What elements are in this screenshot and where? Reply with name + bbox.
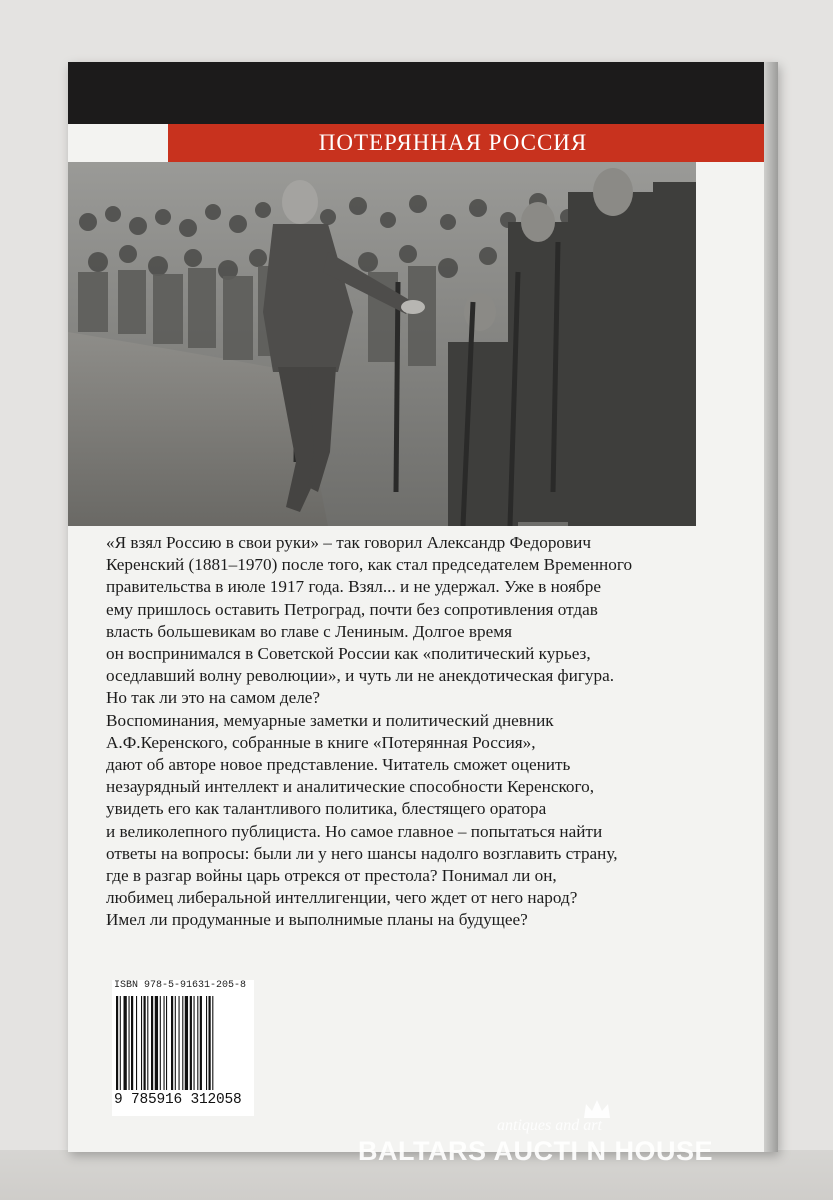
barcode-icon [114, 996, 250, 1092]
description-line: любимец либеральной интеллигенции, чего ждет от него народ? [106, 888, 578, 908]
series-title: ПОТЕРЯННАЯ РОССИЯ [318, 130, 588, 155]
description-line: незаурядный интеллект и аналитические способности Керенского, [106, 777, 595, 797]
description-line: дают об авторе новое представление. Читатель сможет оценить [106, 755, 571, 775]
description-line: ответы на вопросы: были ли у него шансы надолго возглавить страну, [106, 843, 618, 863]
spine-edge [764, 62, 778, 1152]
watermark-tagline: antiques and art [497, 1117, 602, 1134]
historical-photo [68, 162, 696, 526]
top-black-band [68, 62, 778, 124]
description-line: он воспринимался в Советской России как «политический курьез, [106, 644, 591, 664]
description-line: где в разгар войны царь отрекся от престола? Понимал ли он, [106, 866, 557, 886]
isbn-label: ISBN 978-5-91631-205-8 [114, 980, 247, 991]
description-line: Но так ли это на самом деле? [106, 688, 321, 708]
description-line: увидеть его как талантливого политика, блестящего оратора [106, 799, 547, 819]
description-line: Керенский (1881–1970) после того, как стал председателем Временного [106, 555, 633, 575]
book-back-cover [68, 62, 778, 1152]
description-line: оседлавший волну революции», и чуть ли не анекдотическая фигура. [106, 666, 615, 686]
crowd-photo-illustration [68, 162, 696, 526]
watermark-house-name: BALTARS AUCTI N HOUSE [358, 1136, 713, 1166]
description-line: правительства в июле 1917 года. Взял... и не удержал. Уже в ноябре [106, 577, 601, 597]
description-line: и великолепного публициста. Но самое главное – попытаться найти [106, 821, 603, 841]
description-line: ему пришлось оставить Петроград, почти без сопротивления отдав [106, 599, 598, 619]
barcode-block [112, 980, 254, 1116]
barcode-digits: 9 785916 312058 [114, 1092, 242, 1108]
description-line: Воспоминания, мемуарные заметки и политический дневник [106, 710, 554, 730]
description-line: «Я взял Россию в свои руки» – так говорил Александр Федорович [106, 533, 591, 552]
series-title-band [168, 124, 778, 162]
book-description [106, 532, 686, 932]
description-line: Имел ли продуманные и выполнимые планы на будущее? [106, 910, 528, 930]
description-line: власть большевикам во главе с Лениным. Долгое время [106, 621, 513, 641]
description-line: А.Ф.Керенского, собранные в книге «Потерянная Россия», [106, 732, 536, 752]
